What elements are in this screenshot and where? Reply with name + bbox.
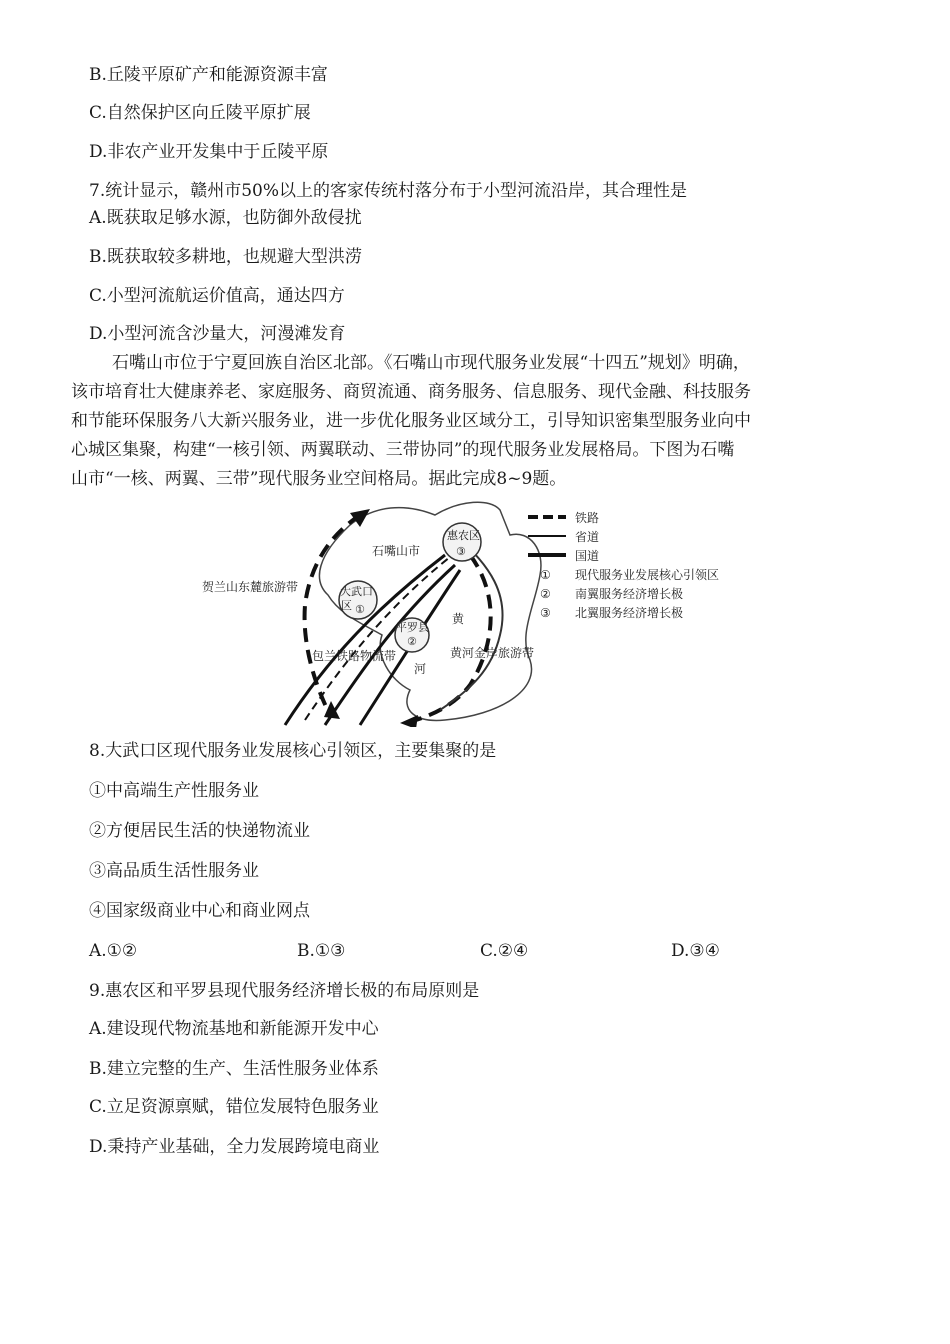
passage-line-2: 该市培育壮大健康养老、家庭服务、商贸流通、商务服务、信息服务、现代金融、科技服务 <box>71 382 751 402</box>
question-7-stem: 7.统计显示，赣州市50%以上的客家传统村落分布于小型河流沿岸，其合理性是 <box>89 181 688 201</box>
helan-belt-label: 贺兰山东麓旅游带 <box>202 580 299 594</box>
legend-rail-label: 铁路 <box>575 511 600 525</box>
legend-1-label: 现代服务业发展核心引领区 <box>575 568 720 582</box>
legend-national-label: 国道 <box>575 549 600 563</box>
q7-option-d: D.小型河流含沙量大，河漫滩发育 <box>89 324 346 344</box>
logistics-belt-label: 包兰铁路物流带 <box>312 649 397 663</box>
q9-option-d: D.秉持产业基础，全力发展跨境电商业 <box>89 1137 380 1157</box>
q9-option-c: C.立足资源禀赋，错位发展特色服务业 <box>89 1097 379 1117</box>
legend-1-symbol: ① <box>540 568 551 582</box>
q8-choice-b: B.①③ <box>297 941 346 961</box>
q9-option-a: A.建设现代物流基地和新能源开发中心 <box>89 1019 379 1039</box>
legend-2-label: 南翼服务经济增长极 <box>575 587 684 601</box>
dawukou-label-2: 区 <box>341 599 352 612</box>
q8-item-1: ①中高端生产性服务业 <box>89 781 259 801</box>
q8-item-3: ③高品质生活性服务业 <box>89 861 259 881</box>
pingluo-label: 平罗县 <box>396 621 429 634</box>
service-industry-map <box>200 495 760 727</box>
dawukou-number: ① <box>355 603 365 616</box>
legend-2-symbol: ② <box>540 587 551 601</box>
option-d-prev: D.非农产业开发集中于丘陵平原 <box>89 142 329 162</box>
question-8-stem: 8.大武口区现代服务业发展核心引领区，主要集聚的是 <box>89 741 497 761</box>
huang-label: 黄 <box>452 612 465 626</box>
passage-line-3: 和节能环保服务八大新兴服务业，进一步优化服务业区域分工，引导知识密集型服务业向中 <box>71 411 751 431</box>
q7-option-b: B.既获取较多耕地，也规避大型洪涝 <box>89 247 362 267</box>
legend-3-label: 北翼服务经济增长极 <box>575 606 684 620</box>
legend-provincial-label: 省道 <box>575 530 600 544</box>
passage-line-1: 石嘴山市位于宁夏回族自治区北部。《石嘴山市现代服务业发展“十四五”规划》明确， <box>112 353 750 373</box>
dawukou-label: 大武口 <box>340 585 373 598</box>
option-b-prev: B.丘陵平原矿产和能源资源丰富 <box>89 65 328 85</box>
q8-choice-a: A.①② <box>89 941 138 961</box>
q8-choice-c: C.②④ <box>480 941 529 961</box>
huinong-number: ③ <box>456 545 466 558</box>
map-legend <box>528 510 719 620</box>
yellow-river-arrow-head <box>400 715 418 727</box>
q9-option-b: B.建立完整的生产、生活性服务业体系 <box>89 1059 379 1079</box>
passage-line-5: 山市“一核、两翼、三带”现代服务业空间格局。据此完成8~9题。 <box>71 469 567 489</box>
pingluo-number: ② <box>407 635 417 648</box>
he-label: 河 <box>414 662 427 676</box>
question-9-stem: 9.惠农区和平罗县现代服务经济增长极的布局原则是 <box>89 981 480 1001</box>
q8-item-2: ②方便居民生活的快递物流业 <box>89 821 310 841</box>
city-label: 石嘴山市 <box>372 544 421 558</box>
q7-option-c: C.小型河流航运价值高，通达四方 <box>89 286 345 306</box>
yellow-river-belt-label: 黄河金岸旅游带 <box>450 646 535 660</box>
passage-line-4: 心城区集聚，构建“一核引领、两翼联动、三带协同”的现代服务业发展格局。下图为石嘴 <box>71 440 735 460</box>
q8-choice-d: D.③④ <box>671 941 720 961</box>
q7-option-a: A.既获取足够水源，也防御外敌侵扰 <box>89 208 362 228</box>
q8-item-4: ④国家级商业中心和商业网点 <box>89 901 310 921</box>
option-c-prev: C.自然保护区向丘陵平原扩展 <box>89 103 311 123</box>
huinong-label: 惠农区 <box>447 529 480 542</box>
legend-3-symbol: ③ <box>540 606 551 620</box>
